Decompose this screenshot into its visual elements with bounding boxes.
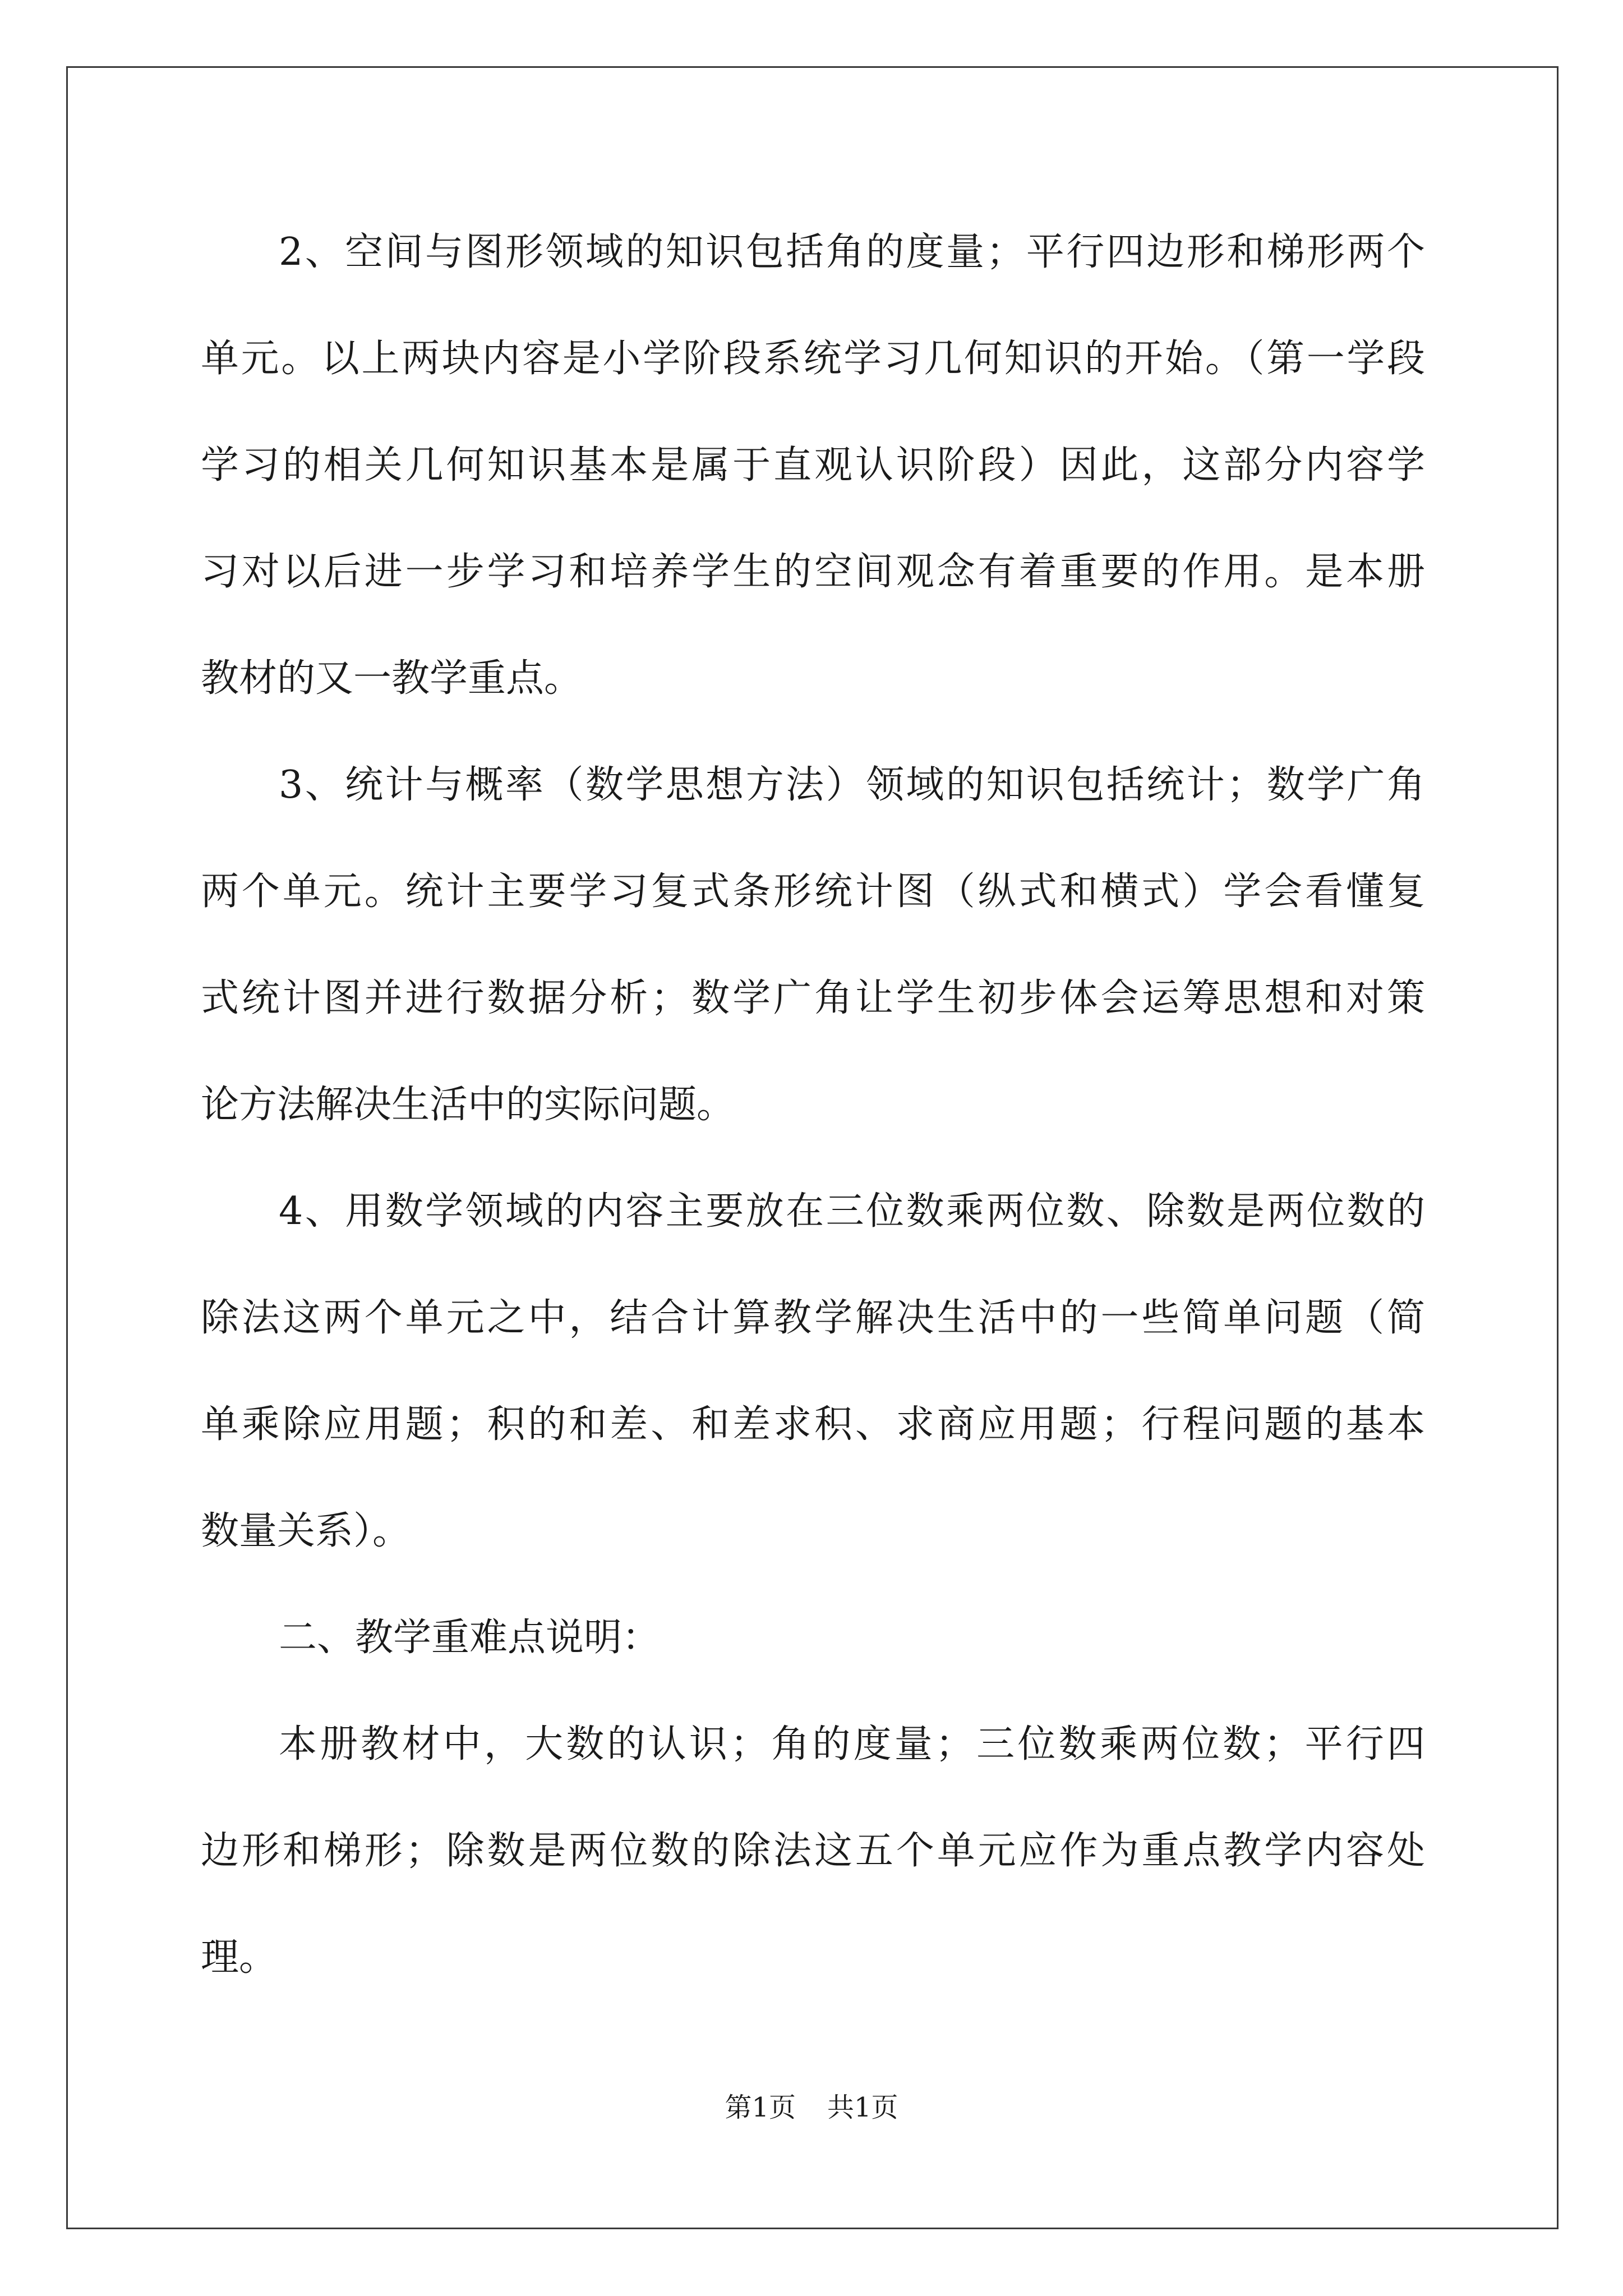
text-line: 学习的相关几何知识基本是属于直观认识阶段）因此，这部分内容学: [201, 443, 1425, 487]
text-line: 边形和梯形；除数是两位数的除法这五个单元应作为重点教学内容处: [201, 1829, 1425, 1873]
paragraph-key-points: [201, 1691, 1425, 2011]
text-line: 4、用数学领域的内容主要放在三位数乘两位数、除数是两位数的: [279, 1189, 1425, 1234]
section-heading: [201, 1585, 1425, 1691]
paragraph-statistics: [201, 732, 1425, 1158]
text-line: 习对以后进一步学习和培养学生的空间观念有着重要的作用。是本册: [201, 550, 1425, 594]
text-line: 二、教学重难点说明：: [279, 1616, 661, 1660]
text-line: 两个单元。统计主要学习复式条形统计图（纵式和横式）学会看懂复: [201, 869, 1425, 914]
page-number: 第1页: [725, 2092, 796, 2123]
text-line: 教材的又一教学重点。: [201, 656, 583, 701]
page-footer: [0, 2091, 1623, 2124]
document-body: [201, 199, 1425, 2011]
text-line: 式统计图并进行数据分析；数学广角让学生初步体会运筹思想和对策: [201, 976, 1425, 1020]
text-line: 数量关系）。: [201, 1509, 411, 1553]
text-line: 单乘除应用题；积的和差、和差求积、求商应用题；行程问题的基本: [201, 1402, 1425, 1447]
text-line: 论方法解决生活中的实际问题。: [201, 1083, 735, 1127]
text-line: 2、空间与图形领域的知识包括角的度量；平行四边形和梯形两个: [279, 230, 1425, 274]
page-total: 共1页: [827, 2092, 898, 2123]
paragraph-geometry: [201, 199, 1425, 732]
text-line: 除法这两个单元之中，结合计算教学解决生活中的一些简单问题（简: [201, 1296, 1425, 1340]
text-line: 单元。以上两块内容是小学阶段系统学习几何知识的开始。（第一学段: [201, 337, 1425, 381]
text-line: 3、统计与概率（数学思想方法）领域的知识包括统计；数学广角: [279, 763, 1425, 807]
paragraph-applied-math: [201, 1158, 1425, 1585]
text-line: 理。: [201, 1935, 278, 1980]
text-line: 本册教材中，大数的认识；角的度量；三位数乘两位数；平行四: [279, 1722, 1425, 1766]
